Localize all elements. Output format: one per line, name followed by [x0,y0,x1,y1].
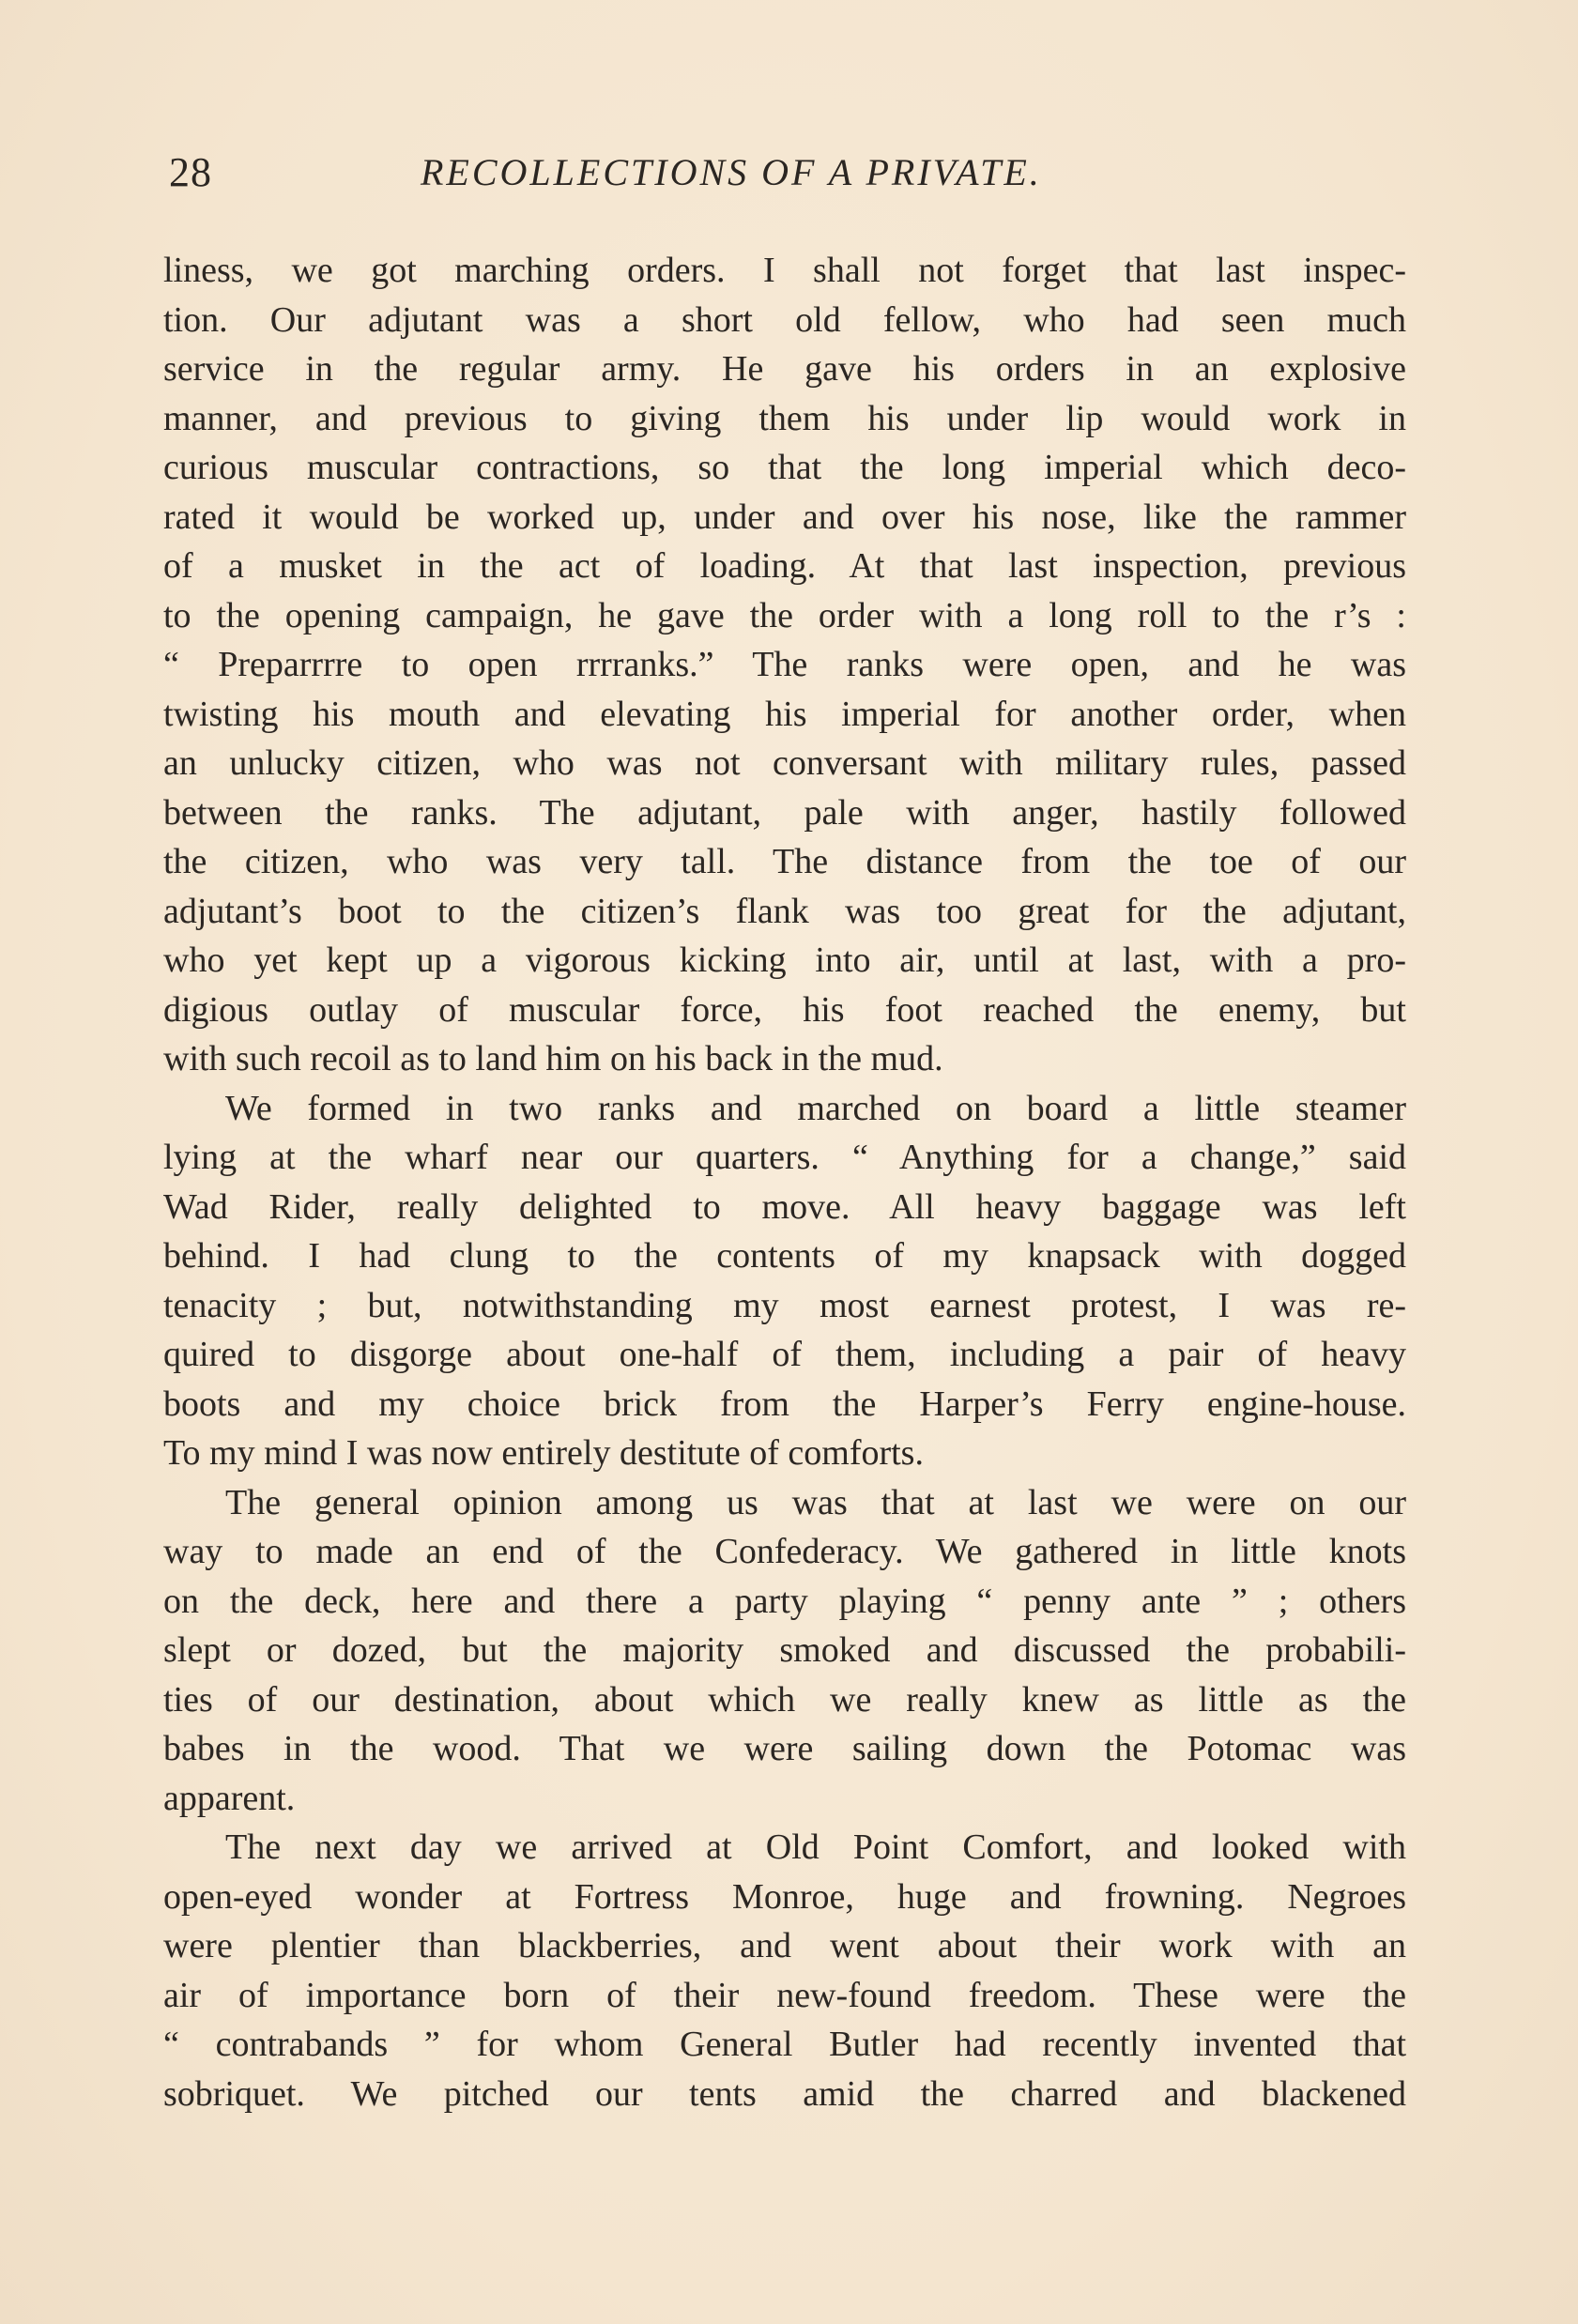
text-line: way to made an end of the Confederacy. We gathered in little knots [163,1532,1406,1571]
text-line: “ Preparrrre to open rrrranks.” The ranks were open, and he was [163,645,1406,684]
text-line: behind. I had clung to the contents of my knapsack with dogged [163,1236,1406,1276]
text-line: sobriquet. We pitched our tents amid the charred and blackened [163,2073,1406,2114]
text-line: lying at the wharf near our quarters. “ Anything for a change,” said [163,1138,1406,1177]
text-line: tion. Our adjutant was a short old fellow, who had seen much [163,299,1406,340]
text-line: ties of our destination, about which we really knew as little as the [163,1679,1406,1720]
text-line: were plentier than blackberries, and went about their work with an [163,1926,1406,1965]
text-line: We formed in two ranks and marched on board a little steamer [225,1088,1406,1128]
text-line: adjutant’s boot to the citizen’s flank was too great for the adjutant, [163,891,1406,931]
text-line: twisting his mouth and elevating his imperial for another order, when [163,694,1406,734]
text-line: an unlucky citizen, who was not conversant with military rules, passed [163,743,1406,783]
text-line: slept or dozed, but the majority smoked and discussed the probabili- [163,1630,1406,1670]
text-line: air of importance born of their new-found freedom. These were the [163,1975,1406,2015]
text-line: boots and my choice brick from the Harper’s Ferry engine-house. [163,1384,1406,1424]
text-line: service in the regular army. He gave his orders in an explosive [163,349,1406,389]
text-line: curious muscular contractions, so that the long imperial which deco- [163,448,1406,487]
text-line: quired to disgorge about one-half of them, including a pair of heavy [163,1335,1406,1374]
text-line: The general opinion among us was that at last we were on our [225,1482,1406,1522]
text-line: digious outlay of muscular force, his foot reached the enemy, but [163,989,1406,1030]
text-line: open-eyed wonder at Fortress Monroe, huge and frowning. Negroes [163,1876,1406,1917]
text-line: who yet kept up a vigorous kicking into air, until at last, with a pro- [163,940,1406,980]
text-line: with such recoil as to land him on his back in the mud. [163,1039,943,1078]
text-line: manner, and previous to giving them his under lip would work in [163,398,1406,438]
text-line: on the deck, here and there a party playing “ penny ante ” ; others [163,1581,1406,1621]
text-line: of a musket in the act of loading. At that last inspection, previous [163,546,1406,586]
page-header [169,148,1417,205]
text-line: The next day we arrived at Old Point Comfort, and looked with [225,1827,1406,1867]
text-line: To my mind I was now entirely destitute of comforts. [163,1433,924,1473]
page-number: 28 [169,149,212,195]
text-line: Wad Rider, really delighted to move. All heavy baggage was left [163,1186,1406,1227]
text-line: “ contrabands ” for whom General Butler had recently invented that [163,2025,1406,2064]
text-line: apparent. [163,1778,296,1818]
body-text [163,246,1406,2118]
text-line: the citizen, who was very tall. The distance from the toe of our [163,842,1406,881]
text-line: babes in the wood. That we were sailing down the Potomac was [163,1729,1406,1768]
running-title: RECOLLECTIONS OF A PRIVATE. [421,151,1042,193]
text-line: between the ranks. The adjutant, pale with anger, hastily followed [163,792,1406,833]
text-line: tenacity ; but, notwithstanding my most earnest protest, I was re- [163,1285,1406,1325]
text-line: to the opening campaign, he gave the order with a long roll to the r’s : [163,595,1406,635]
text-line: rated it would be worked up, under and over his nose, like the rammer [163,497,1406,537]
text-line: liness, we got marching orders. I shall not forget that last inspec- [163,251,1406,290]
